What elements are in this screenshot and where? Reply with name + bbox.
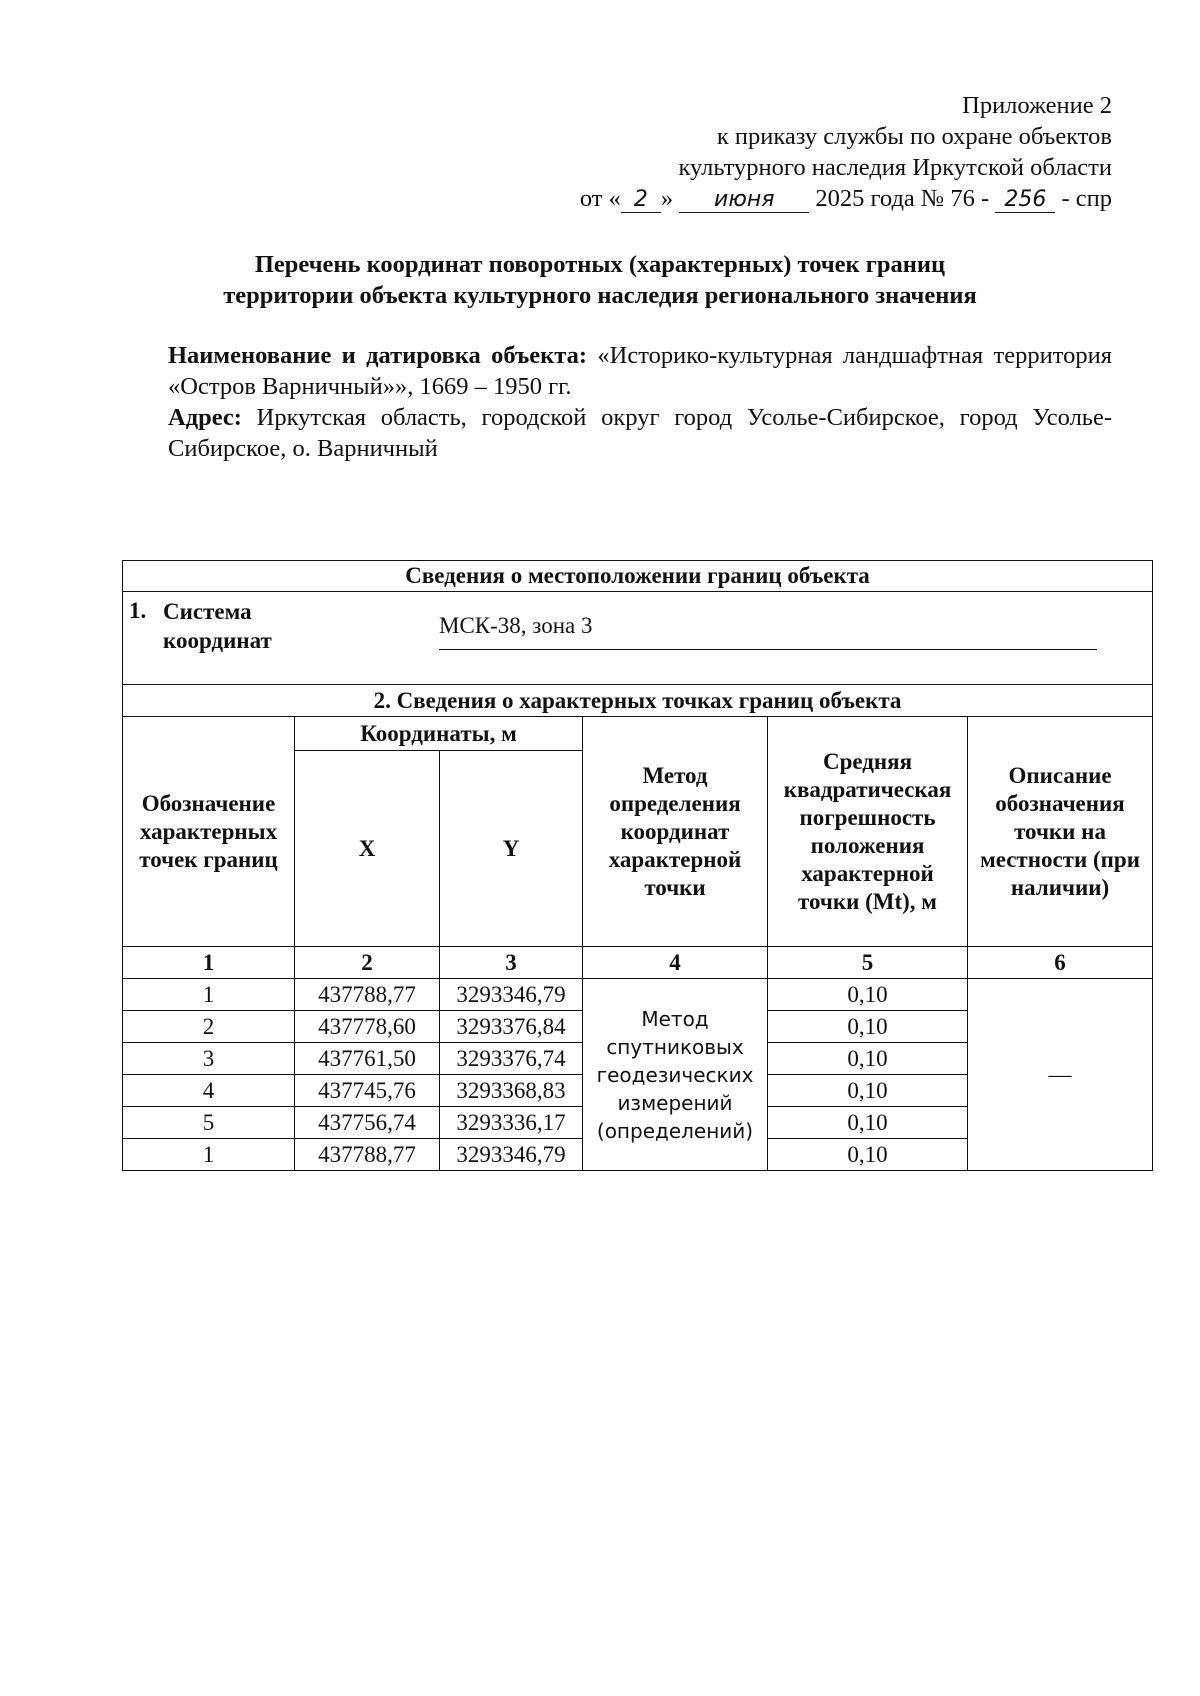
date-year-text: 2025 года № 76 -	[815, 185, 990, 212]
description-cell: —	[968, 979, 1153, 1171]
system-label	[163, 597, 272, 655]
coord-y: 3293336,17	[440, 1107, 583, 1139]
point-id: 5	[123, 1107, 295, 1139]
coordinate-system-row	[123, 592, 1153, 685]
handwritten-day: 2	[621, 188, 661, 213]
col-header-x: X	[295, 751, 440, 947]
order-suffix: - спр	[1061, 185, 1112, 212]
col-number: 6	[968, 947, 1153, 979]
handwritten-month: июня	[679, 188, 809, 213]
date-prefix: от «	[579, 185, 621, 212]
coord-x: 437788,77	[295, 1139, 440, 1171]
point-id: 4	[123, 1075, 295, 1107]
system-label-line-1: Система	[163, 599, 252, 624]
coord-x: 437778,60	[295, 1011, 440, 1043]
col-number: 5	[768, 947, 968, 979]
section-title: Сведения о местоположении границ объекта	[123, 561, 1153, 592]
address-paragraph	[168, 402, 1112, 464]
point-id: 3	[123, 1043, 295, 1075]
document-title	[0, 249, 1200, 311]
method-cell: Метод спутниковых геодезических измерений (определений)	[583, 979, 768, 1171]
points-section-title: 2. Сведения о характерных точках границ объекта	[123, 685, 1153, 717]
coord-y: 3293376,74	[440, 1043, 583, 1075]
coord-x: 437756,74	[295, 1107, 440, 1139]
coord-y: 3293376,84	[440, 1011, 583, 1043]
coord-y: 3293368,83	[440, 1075, 583, 1107]
object-name-value: «Историко-культурная ландшафтная территория «Остров Варничный»», 1669 – 1950 гг.	[168, 342, 1112, 400]
col-header-mean-error: Средняя квадратическая погрешность положения характерной точки (Mt), м	[768, 717, 968, 947]
col-number: 1	[123, 947, 295, 979]
object-name-paragraph	[168, 340, 1112, 402]
col-number: 2	[295, 947, 440, 979]
order-authority: культурного наследия Иркутской области	[678, 154, 1112, 181]
point-id: 1	[123, 979, 295, 1011]
system-value-underline	[439, 649, 1097, 650]
col-header-method: Метод определения координат характерной точки	[583, 717, 768, 947]
system-number: 1.	[129, 598, 147, 623]
mean-error: 0,10	[768, 1043, 968, 1075]
address-label: Адрес:	[168, 404, 242, 431]
title-line-2: территории объекта культурного наследия регионального значения	[223, 282, 977, 309]
boundary-points-table	[122, 560, 1153, 1171]
coord-x: 437761,50	[295, 1043, 440, 1075]
order-date-line	[412, 183, 1112, 214]
mean-error: 0,10	[768, 979, 968, 1011]
order-reference: к приказу службы по охране объектов	[716, 123, 1112, 150]
coord-x: 437745,76	[295, 1075, 440, 1107]
coord-y: 3293346,79	[440, 1139, 583, 1171]
appendix-label: Приложение 2	[962, 92, 1112, 119]
point-id: 2	[123, 1011, 295, 1043]
object-name-label: Наименование и датировка объекта:	[168, 342, 588, 369]
point-id: 1	[123, 1139, 295, 1171]
mean-error: 0,10	[768, 1075, 968, 1107]
col-number: 3	[440, 947, 583, 979]
coord-x: 437788,77	[295, 979, 440, 1011]
col-header-point-designation: Обозначение характерных точек границ	[123, 717, 295, 947]
system-value: МСК-38, зона 3	[439, 613, 593, 638]
table-row	[123, 979, 1153, 1011]
order-header	[412, 90, 1112, 214]
date-day-close: »	[660, 185, 674, 212]
title-line-1: Перечень координат поворотных (характерных) точек границ	[254, 251, 946, 278]
coord-y: 3293346,79	[440, 979, 583, 1011]
handwritten-order-number: 256	[995, 188, 1055, 213]
col-header-description: Описание обозначения точки на местности (при наличии)	[968, 717, 1153, 947]
col-header-y: Y	[440, 751, 583, 947]
mean-error: 0,10	[768, 1139, 968, 1171]
address-value: Иркутская область, городской округ город Усолье-Сибирское, город Усолье-Сибирское, о. Варничный	[168, 404, 1112, 462]
mean-error: 0,10	[768, 1107, 968, 1139]
col-header-coordinates: Координаты, м	[295, 717, 583, 751]
system-label-line-2: координат	[163, 628, 272, 653]
mean-error: 0,10	[768, 1011, 968, 1043]
col-number: 4	[583, 947, 768, 979]
